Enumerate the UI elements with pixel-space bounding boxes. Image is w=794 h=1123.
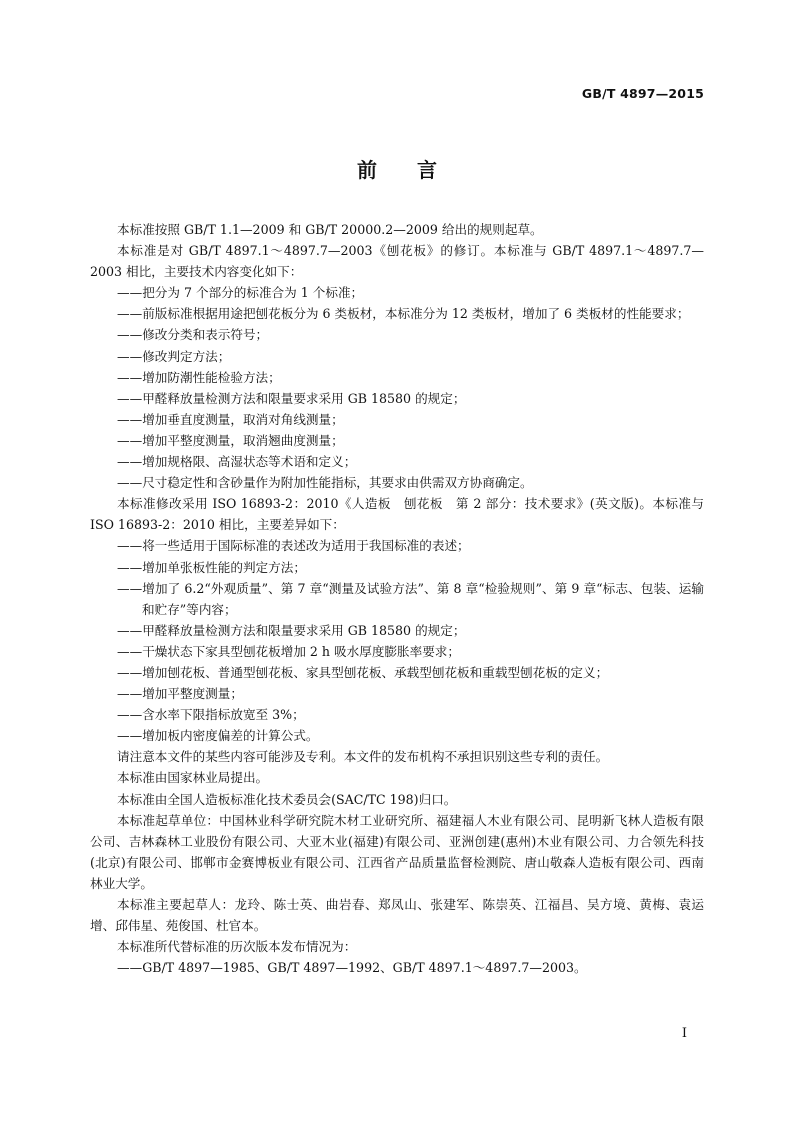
list-item: ——前版标准根据用途把刨花板分为 6 类板材，本标准分为 12 类板材，增加了 6 类板材的性能要求； — [117, 306, 690, 322]
list-item: ——增加了 6.2“外观质量”、第 7 章“测量及试验方法”、第 8 章“检验规则”、第 9 章“标志、包装、运输和贮存”等内容； — [117, 580, 704, 617]
list-item: ——增加刨花板、普通型刨花板、家具型刨花板、承载型刨花板和重载型刨花板的定义； — [117, 664, 609, 680]
paragraph: 本标准修改采用 ISO 16893-2：2010《人造板 刨花板 第 2 部分：技术要求》(英文版)。本标准与 ISO 16893-2：2010 相比，主要差异如下： — [90, 496, 704, 533]
list-item: ——将一些适用于国际标准的表述改为适用于我国标准的表述； — [117, 538, 470, 554]
list-item: ——增加防潮性能检验方法； — [117, 369, 281, 385]
list-item: ——修改判定方法； — [117, 348, 231, 364]
page-number: I — [681, 1026, 687, 1041]
paragraph: 本标准主要起草人：龙玲、陈士英、曲岩春、郑凤山、张建军、陈崇英、江福昌、吴方境、黄梅、袁运增、邱伟星、苑俊国、杜官本。 — [90, 897, 704, 934]
list-item: ——含水率下限指标放宽至 3%； — [117, 707, 305, 723]
list-item: ——增加板内密度偏差的计算公式。 — [117, 728, 319, 744]
foreword-body — [90, 219, 704, 978]
list-item: ——修改分类和表示符号； — [117, 327, 269, 343]
paragraph: 请注意本文件的某些内容可能涉及专利。本文件的发布机构不承担识别这些专利的责任。 — [117, 749, 609, 765]
paragraph: 本标准由国家林业局提出。 — [117, 770, 269, 786]
list-item: ——甲醛释放量检测方法和限量要求采用 GB 18580 的规定； — [117, 622, 466, 638]
list-item: ——增加垂直度测量，取消对角线测量； — [117, 411, 344, 427]
paragraph: 本标准按照 GB/T 1.1—2009 和 GB/T 20000.2—2009 给出的规则起草。 — [117, 222, 543, 237]
list-item: ——增加单张板性能的判定方法； — [117, 559, 306, 575]
list-item: ——增加规格限、高湿状态等术语和定义； — [117, 454, 357, 470]
list-item: ——把分为 7 个部分的标准合为 1 个标准； — [117, 285, 364, 301]
list-item: ——增加平整度测量； — [117, 686, 243, 702]
page-title: 前言 — [357, 158, 477, 182]
list-item: ——干燥状态下家具型刨花板增加 2 h 吸水厚度膨胀率要求； — [117, 643, 460, 659]
standard-code: GB/T 4897—2015 — [581, 86, 704, 101]
paragraph: 本标准是对 GB/T 4897.1～4897.7—2003《刨花板》的修订。本标准与 GB/T 4897.1～4897.7—2003 相比，主要技术内容变化如下： — [90, 243, 704, 280]
paragraph: 本标准所代替标准的历次版本发布情况为： — [117, 939, 357, 955]
paragraph: 本标准由全国人造板标准化技术委员会(SAC/TC 198)归口。 — [117, 791, 457, 807]
list-item: ——尺寸稳定性和含砂量作为附加性能指标，其要求由供需双方协商确定。 — [117, 475, 533, 491]
list-item: ——甲醛释放量检测方法和限量要求采用 GB 18580 的规定； — [117, 390, 466, 406]
list-item: ——GB/T 4897—1985、GB/T 4897—1992、GB/T 4897.1～4897.7—2003。 — [117, 960, 587, 976]
paragraph: 本标准起草单位：中国林业科学研究院木材工业研究所、福建福人木业有限公司、昆明新飞林人造板有限公司、吉林森林工业股份有限公司、大亚木业(福建)有限公司、亚洲创建(惠州)木业有限公司、力合领先科技(北京)有限公司、邯郸市金赛博板业有限公司、江西省产品质量监督检测院、唐山敬森人造板有限公司、西南林业大学。 — [90, 812, 704, 891]
list-item: ——增加平整度测量，取消翘曲度测量； — [117, 432, 344, 448]
